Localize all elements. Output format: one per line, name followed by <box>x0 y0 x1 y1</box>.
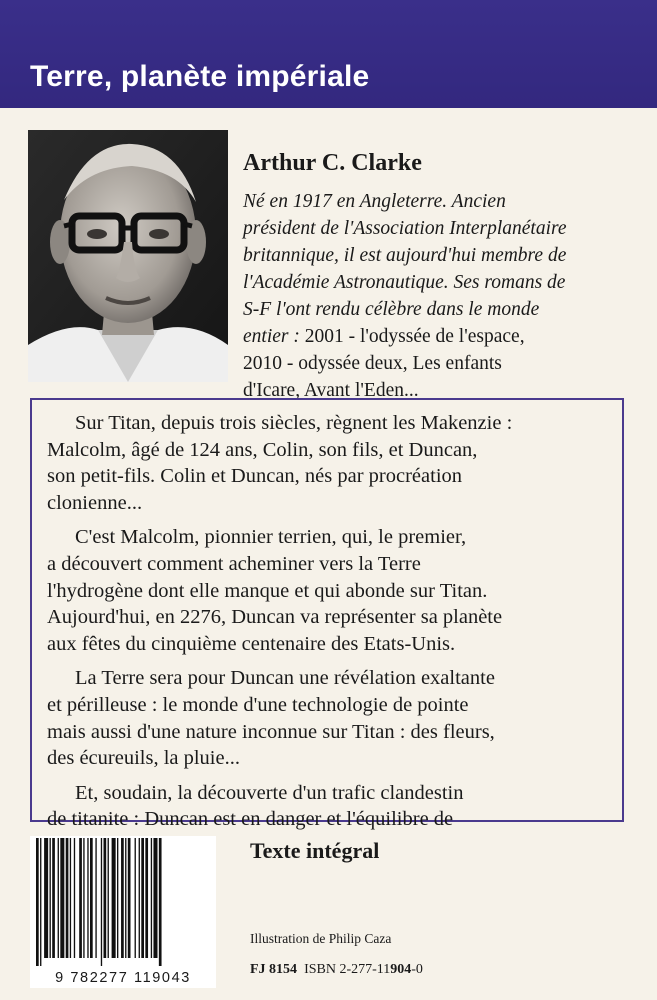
texte-integral-label: Texte intégral <box>250 838 380 863</box>
barcode-bar <box>151 838 152 958</box>
barcode-bar <box>139 838 140 958</box>
synopsis-line: son petit-fils. Colin et Duncan, nés par procréation <box>47 465 463 488</box>
synopsis-line: des écureuils, la pluie... <box>47 747 240 770</box>
barcode-bar <box>66 838 69 958</box>
synopsis-line: et périlleuse : le monde d'une technologie de pointe <box>47 693 469 716</box>
fj-code: FJ 8154 <box>250 962 298 977</box>
bio-text: l'Académie Astronautique. Ses romans de <box>243 272 566 293</box>
barcode-bar <box>70 838 71 958</box>
bio-line <box>243 350 643 377</box>
barcode-bar <box>90 838 93 958</box>
synopsis-line: Et, soudain, la découverte d'un trafic clandestin <box>75 781 464 804</box>
barcode-bar <box>44 838 48 958</box>
barcode-bar <box>58 838 59 958</box>
barcode-bar <box>108 838 109 958</box>
isbn-suffix: -0 <box>411 962 423 977</box>
barcode-bar <box>83 838 84 958</box>
bio-line <box>243 269 643 296</box>
barcode-bar <box>101 838 102 966</box>
bio-text: britannique, il est aujourd'hui membre de <box>243 245 567 266</box>
barcode-bar <box>145 838 148 958</box>
book-title: Terre, planète impériale <box>30 60 370 93</box>
barcode-bar <box>87 838 88 958</box>
barcode-bar <box>40 838 41 966</box>
bio-line <box>243 242 643 269</box>
synopsis-line: La Terre sera pour Duncan une révélation exaltante <box>75 667 495 690</box>
barcode-bar <box>95 838 96 958</box>
synopsis-line: clonienne... <box>47 491 143 514</box>
barcode-bar <box>121 838 124 958</box>
barcode-bar <box>104 838 107 958</box>
barcode-bar <box>159 838 162 966</box>
synopsis-line: aux fêtes du cinquième centenaire des Etats-Unis. <box>47 632 456 655</box>
bio-line <box>243 215 643 242</box>
bio-text: S-F l'ont rendu célèbre dans le monde <box>243 299 540 320</box>
barcode-bar <box>135 838 136 958</box>
synopsis-line: C'est Malcolm, pionnier terrien, qui, le premier, <box>75 526 467 549</box>
isbn-prefix: ISBN 2-277-11 <box>304 962 391 977</box>
bio-line <box>243 323 643 350</box>
synopsis-line: mais aussi d'une nature inconnue sur Titan : des fleurs, <box>47 720 495 743</box>
barcode-bar <box>125 838 126 958</box>
barcode-bar <box>112 838 116 958</box>
barcode-bar <box>79 838 82 958</box>
bio-line <box>243 296 643 323</box>
synopsis-line: Malcolm, âgé de 124 ans, Colin, son fils, et Duncan, <box>47 438 478 461</box>
barcode-bar <box>128 838 131 958</box>
bio-text: 2001 - l'odyssée de l'espace, <box>304 326 525 347</box>
synopsis-line: de titanite : Duncan est en danger et l'équilibre de <box>47 808 454 831</box>
synopsis-line: l'hydrogène dont elle manque et qui abonde sur Titan. <box>47 579 488 602</box>
barcode-bar <box>141 838 144 958</box>
isbn-bold: 904 <box>390 962 412 977</box>
synopsis-line: Sur Titan, depuis trois siècles, règnent les Makenzie : <box>75 412 513 434</box>
bio-text: 2010 - odyssée deux, Les enfants <box>243 353 502 374</box>
barcode-bar <box>153 838 157 958</box>
barcode-bar <box>36 838 39 966</box>
barcode <box>30 836 216 988</box>
author-photo <box>28 130 228 382</box>
catalog-codes <box>250 962 423 978</box>
bio-line <box>243 188 643 215</box>
barcode-number: 9 782277 119043 <box>55 970 191 986</box>
author-bio <box>243 188 643 404</box>
illustration-credit: Illustration de Philip Caza <box>250 931 392 946</box>
barcode-bar <box>74 838 75 958</box>
barcode-bar <box>52 838 55 958</box>
bio-text: d'Icare, Avant l'Eden... <box>243 380 419 401</box>
author-name: Arthur C. Clarke <box>243 150 422 176</box>
bio-text: président de l'Association Interplanétaire <box>243 218 567 239</box>
synopsis-text <box>47 410 627 860</box>
synopsis-line: Aujourd'hui, en 2276, Duncan va représenter sa planète <box>47 606 503 629</box>
synopsis-line: a découvert comment acheminer vers la Terre <box>47 552 421 575</box>
barcode-bar <box>117 838 118 958</box>
bio-text: Né en 1917 en Angleterre. Ancien <box>243 191 506 212</box>
barcode-bar <box>50 838 51 958</box>
barcode-bar <box>60 838 64 958</box>
bio-text: entier : <box>243 326 305 347</box>
